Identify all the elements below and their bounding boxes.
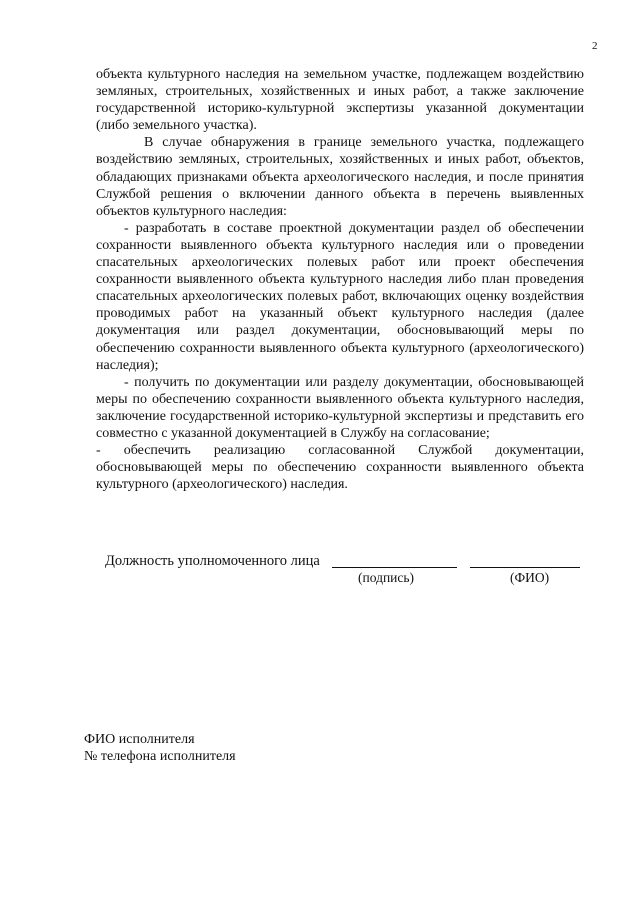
executor-footer xyxy=(84,731,236,765)
paragraph-continuation: объекта культурного наследия на земельном участке, подлежащем воздействию земляных, строительных, хозяйственных и иных работ, а также заключение государственной историко-культурной экспертизы указанной документации (либо земельного участка). xyxy=(96,67,584,134)
signature-line xyxy=(332,567,457,568)
list-item-ensure-implementation: - обеспечить реализацию согласованной Службой документации, обосновывающей меры по обеспечению сохранности выявленного объекта культурного (археологического) наследия. xyxy=(96,443,584,493)
list-item-develop-documentation: - разработать в составе проектной документации раздел об обеспечении сохранности выявленного объекта культурного наследия или о проведении спасательных археологических полевых работ или проект обеспечения сохранности выявленного объекта культурного наследия либо план проведения спасательных археологических полевых работ, включающих оценку воздействия проводимых работ на указанный объект культурного наследия (далее документация или раздел документации, обосновывающий меры по обеспечению сохранности выявленного объекта культурного (археологического) наследия); xyxy=(96,220,584,373)
signature-caption: (подпись) xyxy=(358,570,415,585)
body-text xyxy=(96,66,584,493)
executor-name-label: ФИО исполнителя xyxy=(84,732,195,747)
signature-position-label: Должность уполномоченного лица xyxy=(105,553,320,569)
executor-phone-label: № телефона исполнителя xyxy=(84,749,236,764)
list-item-obtain-expertise: - получить по документации или разделу документации, обосновывающей меры по обеспечению сохранности выявленного объекта культурного наследия, заключение государственной историко-культурной экспертизы и представить его совместно с указанной документацией в Службу на согласование; xyxy=(96,374,584,441)
name-line xyxy=(470,567,580,568)
name-caption: (ФИО) xyxy=(510,570,550,585)
page-number: 2 xyxy=(592,40,598,52)
paragraph-discovery-case: В случае обнаружения в границе земельного участка, подлежащего воздействию земляных, строительных, хозяйственных и иных работ, объектов, обладающих признаками объекта археологического наследия, и после принятия Службой решения о включении данного объекта в перечень выявленных объектов культурного наследия: xyxy=(96,135,584,219)
